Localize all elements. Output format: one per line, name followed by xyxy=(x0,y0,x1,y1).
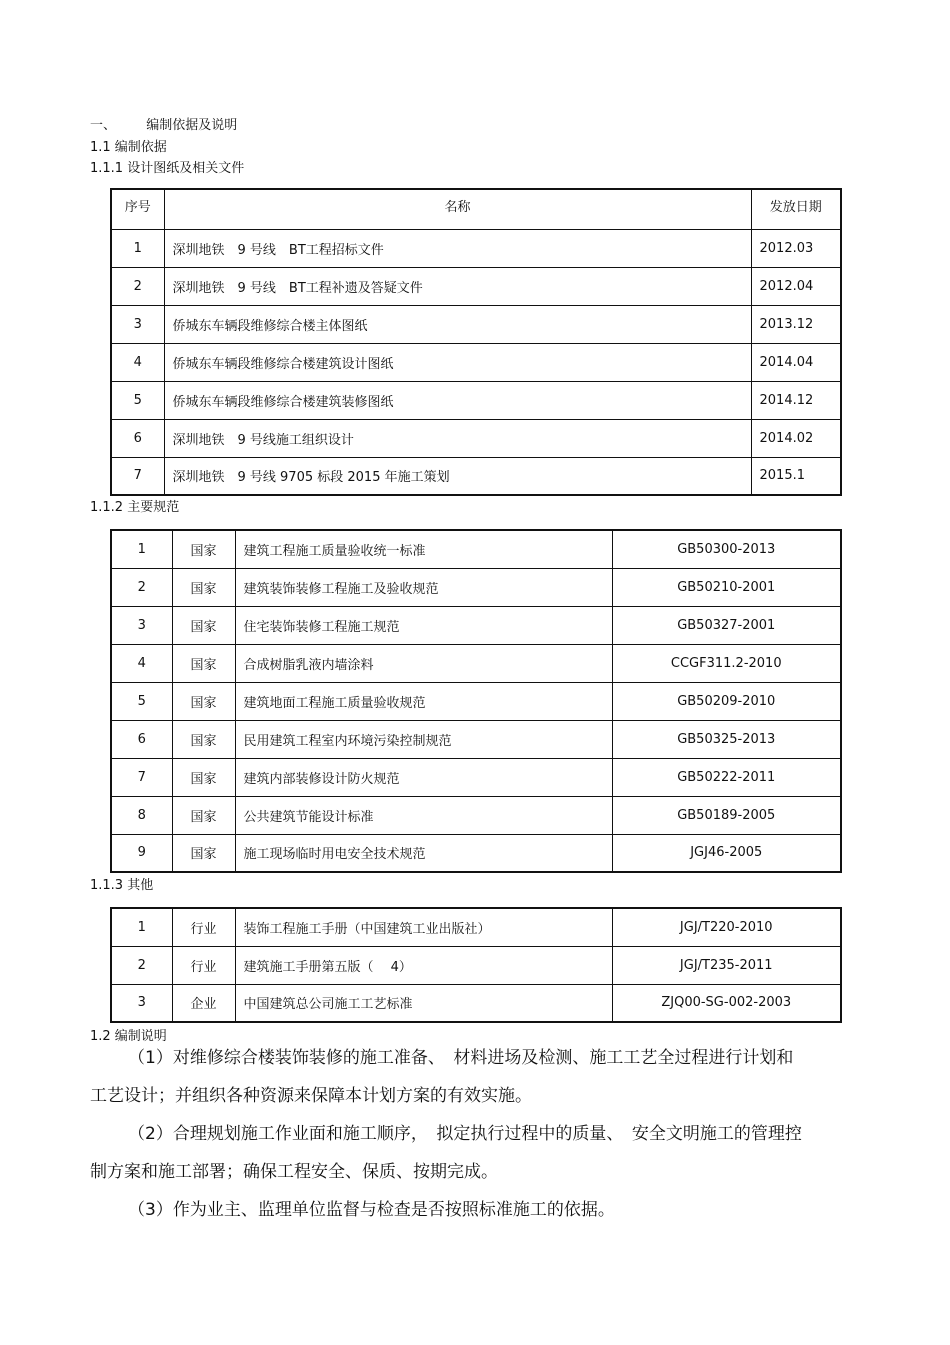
subsection-1-1: 1.1 编制依据 xyxy=(90,140,167,155)
cell-level: 国家 xyxy=(172,834,235,872)
table-row xyxy=(111,568,841,606)
paragraph-line: （2）合理规划施工作业面和施工顺序， 拟定执行过程中的质量、 安全文明施工的管理控 xyxy=(128,1124,802,1144)
cell-serial: 6 xyxy=(111,720,172,758)
cell-serial: 6 xyxy=(111,419,164,457)
cell-name: 建筑工程施工质量验收统一标准 xyxy=(235,530,612,568)
cell-serial: 4 xyxy=(111,343,164,381)
cell-name: 民用建筑工程室内环境污染控制规范 xyxy=(235,720,612,758)
cell-code: CCGF311.2-2010 xyxy=(612,644,841,682)
header-date: 发放日期 xyxy=(751,189,841,229)
table-row xyxy=(111,530,841,568)
cell-name: 建筑装饰装修工程施工及验收规范 xyxy=(235,568,612,606)
table-row xyxy=(111,305,841,343)
design-documents-table xyxy=(110,188,842,496)
cell-serial: 1 xyxy=(111,908,172,946)
cell-date: 2012.03 xyxy=(751,229,841,267)
cell-name: 装饰工程施工手册（中国建筑工业出版社） xyxy=(235,908,612,946)
section-heading xyxy=(90,118,237,134)
cell-name: 侨城东车辆段维修综合楼建筑装修图纸 xyxy=(164,381,751,419)
cell-code: JGJ/T235-2011 xyxy=(612,946,841,984)
cell-level: 行业 xyxy=(172,908,235,946)
cell-name: 建筑内部装修设计防火规范 xyxy=(235,758,612,796)
paragraph-line: 制方案和施工部署；确保工程安全、保质、按期完成。 xyxy=(90,1162,498,1182)
paragraph-line: 工艺设计；并组织各种资源来保障本计划方案的有效实施。 xyxy=(90,1086,532,1106)
table-row xyxy=(111,682,841,720)
cell-code: GB50222-2011 xyxy=(612,758,841,796)
cell-name: 合成树脂乳液内墙涂料 xyxy=(235,644,612,682)
cell-name: 公共建筑节能设计标准 xyxy=(235,796,612,834)
cell-level: 国家 xyxy=(172,682,235,720)
cell-name: 侨城东车辆段维修综合楼建筑设计图纸 xyxy=(164,343,751,381)
subsection-1-1-3: 1.1.3 其他 xyxy=(90,878,154,893)
cell-date: 2013.12 xyxy=(751,305,841,343)
cell-date: 2014.04 xyxy=(751,343,841,381)
table-row xyxy=(111,457,841,495)
cell-level: 国家 xyxy=(172,796,235,834)
cell-serial: 5 xyxy=(111,682,172,720)
cell-serial: 1 xyxy=(111,229,164,267)
cell-serial: 2 xyxy=(111,568,172,606)
cell-name: 建筑地面工程施工质量验收规范 xyxy=(235,682,612,720)
cell-level: 国家 xyxy=(172,568,235,606)
cell-date: 2014.02 xyxy=(751,419,841,457)
table-row xyxy=(111,758,841,796)
cell-serial: 3 xyxy=(111,305,164,343)
table-row xyxy=(111,796,841,834)
cell-serial: 3 xyxy=(111,984,172,1022)
cell-serial: 4 xyxy=(111,644,172,682)
cell-serial: 7 xyxy=(111,758,172,796)
section-number: 一、 xyxy=(90,118,117,133)
cell-code: GB50300-2013 xyxy=(612,530,841,568)
cell-serial: 2 xyxy=(111,946,172,984)
table-row xyxy=(111,984,841,1022)
subsection-1-1-1: 1.1.1 设计图纸及相关文件 xyxy=(90,161,245,176)
cell-date: 2015.1 xyxy=(751,457,841,495)
table-row xyxy=(111,381,841,419)
cell-serial: 3 xyxy=(111,606,172,644)
cell-name: 中国建筑总公司施工工艺标准 xyxy=(235,984,612,1022)
cell-level: 国家 xyxy=(172,720,235,758)
cell-serial: 5 xyxy=(111,381,164,419)
cell-serial: 1 xyxy=(111,530,172,568)
cell-code: JGJ/T220-2010 xyxy=(612,908,841,946)
main-standards-table xyxy=(110,529,842,873)
cell-code: JGJ46-2005 xyxy=(612,834,841,872)
cell-level: 国家 xyxy=(172,758,235,796)
cell-name: 深圳地铁 9 号线 BT工程招标文件 xyxy=(164,229,751,267)
cell-level: 国家 xyxy=(172,606,235,644)
section-title: 编制依据及说明 xyxy=(146,118,238,133)
cell-name: 深圳地铁 9 号线施工组织设计 xyxy=(164,419,751,457)
paragraph-line: （1）对维修综合楼装饰装修的施工准备、 材料进场及检测、施工工艺全过程进行计划和 xyxy=(128,1048,794,1068)
cell-name: 建筑施工手册第五版（ 4） xyxy=(235,946,612,984)
table-row xyxy=(111,267,841,305)
table-row xyxy=(111,644,841,682)
cell-serial: 2 xyxy=(111,267,164,305)
cell-date: 2014.12 xyxy=(751,381,841,419)
table-row xyxy=(111,419,841,457)
cell-code: GB50325-2013 xyxy=(612,720,841,758)
cell-serial: 7 xyxy=(111,457,164,495)
cell-serial: 9 xyxy=(111,834,172,872)
subsection-1-2: 1.2 编制说明 xyxy=(90,1029,167,1044)
cell-name: 侨城东车辆段维修综合楼主体图纸 xyxy=(164,305,751,343)
cell-code: ZJQ00-SG-002-2003 xyxy=(612,984,841,1022)
cell-name: 施工现场临时用电安全技术规范 xyxy=(235,834,612,872)
cell-level: 国家 xyxy=(172,644,235,682)
table-row xyxy=(111,834,841,872)
cell-code: GB50189-2005 xyxy=(612,796,841,834)
cell-date: 2012.04 xyxy=(751,267,841,305)
table-row xyxy=(111,908,841,946)
cell-serial: 8 xyxy=(111,796,172,834)
cell-code: GB50327-2001 xyxy=(612,606,841,644)
cell-code: GB50210-2001 xyxy=(612,568,841,606)
subsection-1-1-2: 1.1.2 主要规范 xyxy=(90,500,180,515)
table-row xyxy=(111,343,841,381)
header-name: 名称 xyxy=(164,189,751,229)
table-row xyxy=(111,946,841,984)
table-row xyxy=(111,606,841,644)
other-references-table xyxy=(110,907,842,1023)
table-row xyxy=(111,720,841,758)
cell-level: 企业 xyxy=(172,984,235,1022)
paragraph-line: （3）作为业主、监理单位监督与检查是否按照标准施工的依据。 xyxy=(128,1200,615,1220)
table-row xyxy=(111,229,841,267)
header-serial: 序号 xyxy=(111,189,164,229)
cell-level: 国家 xyxy=(172,530,235,568)
cell-code: GB50209-2010 xyxy=(612,682,841,720)
cell-level: 行业 xyxy=(172,946,235,984)
cell-name: 深圳地铁 9 号线 9705 标段 2015 年施工策划 xyxy=(164,457,751,495)
cell-name: 深圳地铁 9 号线 BT工程补遗及答疑文件 xyxy=(164,267,751,305)
cell-name: 住宅装饰装修工程施工规范 xyxy=(235,606,612,644)
table-header-row xyxy=(111,189,841,229)
